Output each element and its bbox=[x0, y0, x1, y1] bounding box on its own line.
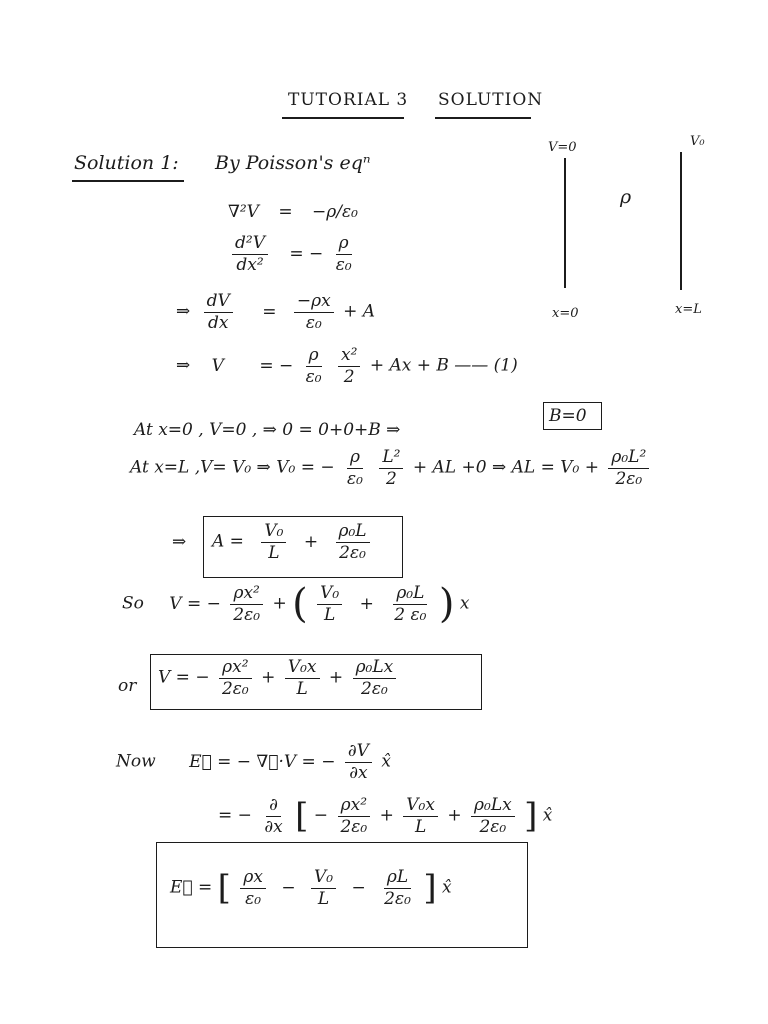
rho-x2-over-2eps: $\frac{\text{ρx²}}{\text{2ε₀}}$ bbox=[219, 658, 252, 698]
v-equals-minus: V = − bbox=[158, 667, 210, 688]
implies-arrow: ⇒ bbox=[176, 301, 191, 322]
rho-over-eps: $\frac{\rho}{\text{ε₀}}$ bbox=[335, 233, 352, 275]
plus: + bbox=[272, 593, 287, 614]
tutorial-underline bbox=[282, 117, 404, 119]
solution-1-underline bbox=[72, 180, 184, 182]
close-paren: ) bbox=[438, 581, 455, 628]
rho0-l-over-2eps: $\frac{\text{ρ₀L}}{\text{2ε₀}}$ bbox=[336, 522, 370, 562]
equals: = bbox=[278, 202, 293, 222]
plus: + bbox=[447, 805, 462, 826]
rho-x2-over-2eps: $\frac{\text{ρx²}}{\text{2ε₀}}$ bbox=[337, 796, 370, 836]
close-bracket: ] bbox=[423, 868, 437, 909]
so: So bbox=[122, 593, 144, 614]
e-result bbox=[170, 868, 452, 908]
dv-dx: $\frac{dV}{dx}$ bbox=[204, 292, 233, 332]
minus: − bbox=[313, 805, 329, 826]
rhs: −ρ/ε₀ bbox=[312, 202, 358, 222]
partial-over-partial-x: $\frac{\partial}{\partial x}$ bbox=[264, 795, 283, 837]
figure-left-bottom-label: x=0 bbox=[552, 306, 579, 321]
v0x-over-l: $\frac{\text{V₀x}}{L}$ bbox=[285, 658, 320, 698]
so-v-equation bbox=[122, 581, 470, 628]
bc2-left: At x=L ,V= V₀ ⇒ V₀ = − bbox=[130, 457, 335, 478]
plus: + bbox=[303, 531, 319, 552]
v0x-over-l: $\frac{\text{V₀x}}{L}$ bbox=[403, 796, 438, 836]
rho-x-over-eps: $\frac{\rho x}{\text{ε₀}}$ bbox=[240, 868, 266, 908]
v-equals-minus: V = − bbox=[169, 593, 221, 614]
open-paren: ( bbox=[292, 581, 308, 628]
equals-minus: = − bbox=[259, 355, 294, 376]
minus: − bbox=[281, 877, 296, 898]
now: Now bbox=[116, 751, 156, 772]
left-plate bbox=[564, 158, 566, 288]
v0-over-l: $\frac{\text{V₀}}{L}$ bbox=[261, 522, 286, 562]
or-label: or bbox=[118, 676, 137, 696]
v0-over-l: $\frac{\text{V₀}}{L}$ bbox=[311, 868, 336, 908]
tutorial-title: TUTORIAL 3 bbox=[288, 90, 409, 110]
bc2-mid: + AL +0 ⇒ AL = V₀ + bbox=[412, 457, 599, 478]
x-hat: x̂ bbox=[542, 805, 553, 826]
open-bracket: [ bbox=[217, 868, 231, 909]
dv-dx-partial: $\frac{\partial V}{\partial x}$ bbox=[345, 742, 372, 782]
potential-general-equation bbox=[176, 346, 518, 386]
solution-1-intro: By Poisson's eqⁿ bbox=[215, 152, 371, 174]
v: V bbox=[211, 355, 224, 376]
rho-x-over-eps: $\frac{-\rho x}{\text{ε₀}}$ bbox=[294, 292, 334, 332]
bc1-text: At x=0 , V=0 , ⇒ 0 = 0+0+B ⇒ bbox=[134, 420, 401, 440]
rho-over-eps: $\frac{\rho}{\text{ε₀}}$ bbox=[347, 447, 363, 489]
boundary-condition-2 bbox=[130, 448, 653, 488]
rho-over-eps: $\frac{\rho}{\text{ε₀}}$ bbox=[305, 345, 322, 387]
figure-right-top-label: V₀ bbox=[690, 134, 705, 149]
first-derivative-equation bbox=[176, 292, 375, 332]
figure-right-bottom-label: x=L bbox=[675, 302, 702, 317]
equals-minus: = − bbox=[218, 805, 252, 826]
d2v-dx2: $\frac{\text{d²V}}{\text{dx²}}$ bbox=[232, 234, 268, 274]
figure-charge-density: ρ bbox=[620, 186, 632, 208]
solution-1-label: Solution 1: bbox=[74, 152, 179, 174]
e-equals: E⃗ = bbox=[170, 877, 213, 898]
equals: = bbox=[262, 301, 277, 322]
plus: + bbox=[359, 593, 374, 614]
linear-terms: + Ax + B —— (1) bbox=[369, 355, 518, 376]
boundary-condition-1 bbox=[134, 420, 400, 440]
rho0-l2-over-2eps: $\frac{\text{ρ₀L²}}{\text{2ε₀}}$ bbox=[608, 448, 649, 488]
solution-underline bbox=[435, 117, 531, 119]
figure-left-top-label: V=0 bbox=[548, 140, 577, 155]
x-hat: x̂ bbox=[442, 877, 452, 898]
b-equals-zero: B=0 bbox=[549, 406, 587, 426]
plus-a: + A bbox=[343, 301, 376, 322]
second-derivative-equation bbox=[228, 234, 359, 274]
implies-arrow: ⇒ bbox=[176, 355, 191, 376]
rho0-lx-over-2eps: $\frac{\text{ρ₀Lx}}{\text{2ε₀}}$ bbox=[471, 796, 515, 836]
a-equals: A = bbox=[212, 531, 244, 552]
right-plate bbox=[680, 152, 682, 290]
v-result bbox=[158, 658, 400, 698]
solution-title: SOLUTION bbox=[438, 90, 544, 110]
implies-arrow: ⇒ bbox=[172, 532, 187, 552]
e-equals-grad: E⃗ = − ∇⃗·V = − bbox=[189, 751, 336, 772]
equals-minus: = − bbox=[289, 243, 324, 264]
minus: − bbox=[351, 877, 366, 898]
rho-x2-over-2eps: $\frac{\text{ρx²}}{\text{2ε₀}}$ bbox=[230, 584, 263, 624]
x: x bbox=[459, 593, 470, 614]
plus: + bbox=[261, 667, 276, 688]
v0-over-l: $\frac{\text{V₀}}{L}$ bbox=[317, 584, 342, 624]
laplacian-v: ∇²V bbox=[228, 202, 259, 222]
derivative-expansion bbox=[218, 796, 552, 836]
a-result bbox=[212, 522, 374, 562]
rho-l-over-2eps: $\frac{\rho L}{\text{2ε₀}}$ bbox=[384, 867, 411, 909]
l2-over-2: $\frac{\text{L²}}{2}$ bbox=[379, 448, 403, 488]
close-bracket: ] bbox=[524, 796, 538, 837]
plus: + bbox=[379, 805, 394, 826]
now-e-equation bbox=[116, 742, 391, 782]
plus: + bbox=[328, 667, 344, 688]
x-hat: x̂ bbox=[381, 751, 391, 772]
rho0-l-over-2eps: $\frac{\text{ρ₀L}}{\text{2 ε₀}}$ bbox=[394, 583, 427, 625]
open-bracket: [ bbox=[295, 796, 309, 837]
poisson-equation bbox=[228, 202, 358, 222]
x2-over-2: $\frac{\text{x²}}{2}$ bbox=[338, 346, 360, 386]
rho0-lx-over-2eps: $\frac{\text{ρ₀Lx}}{\text{2ε₀}}$ bbox=[353, 658, 397, 698]
